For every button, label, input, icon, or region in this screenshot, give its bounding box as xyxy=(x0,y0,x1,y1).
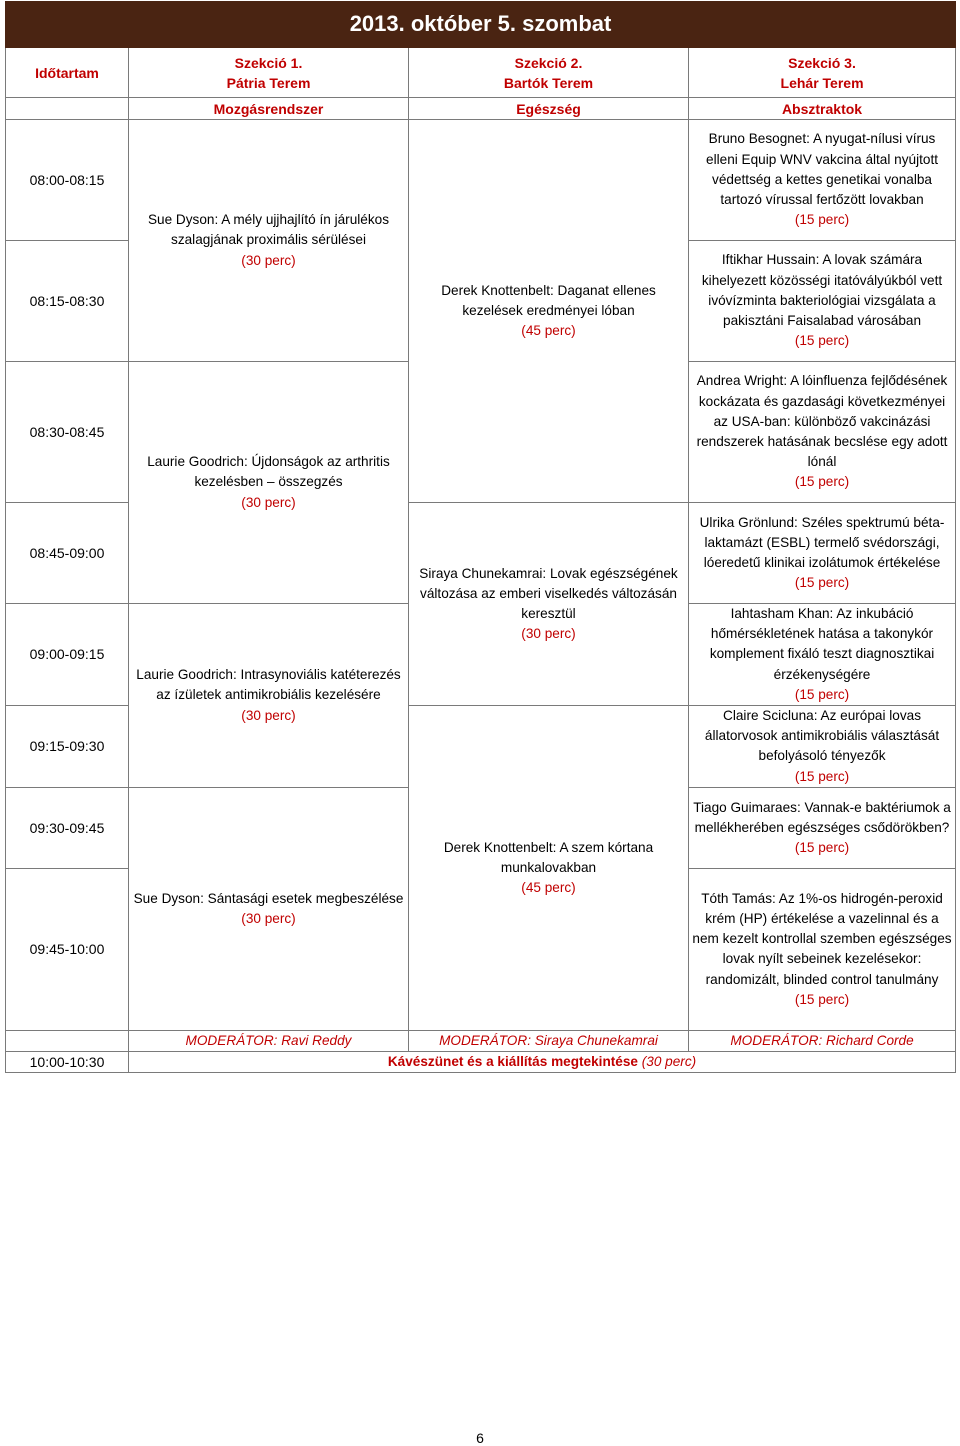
section-1-name: Szekció 1. xyxy=(234,54,303,71)
talk-title: Laurie Goodrich: Intrasynoviális katéterezés az ízületek antimikrobiális kezelésére xyxy=(136,667,401,703)
talk-duration: (30 perc) xyxy=(521,626,576,642)
abstract-title: Iahtasham Khan: Az inkubáció hőmérsékletének hatása a takonykór komplement fixáló teszt diagnosztikai érzékenységére xyxy=(709,606,935,682)
section-3-header xyxy=(689,48,956,98)
abstract-title: Bruno Besognet: A nyugat-nílusi vírus elleni Equip WNV vakcina által nyújtott védettség a kettes genetikai vonalba tartozó vírussal fertőzött lovakban xyxy=(706,131,938,208)
abstract-title: Iftikhar Hussain: A lovak számára kihelyezett közösségi itatóvályúkból vett ivóvízminta bakteriológiai vizsgálata a pakisztáni Faisalabad városában xyxy=(701,252,943,329)
moderator-section-1: MODERÁTOR: Ravi Reddy xyxy=(129,1030,409,1051)
page-number: 6 xyxy=(476,1430,484,1446)
program-table-wrapper xyxy=(5,1,955,1073)
time-slot: 08:15-08:30 xyxy=(6,241,129,362)
talk-title: Derek Knottenbelt: Daganat ellenes kezelések eredményei lóban xyxy=(441,282,656,318)
time-slot: 08:30-08:45 xyxy=(6,362,129,503)
abstract-duration: (15 perc) xyxy=(794,575,850,591)
talk-title: Laurie Goodrich: Újdonságok az arthritis kezelésben – összegzés xyxy=(147,454,390,490)
section-1-header xyxy=(129,48,409,98)
abstract-duration: (15 perc) xyxy=(794,839,850,855)
abstract-2 xyxy=(689,241,956,362)
talk-section-1 xyxy=(129,604,409,788)
topic-empty xyxy=(6,98,129,120)
talk-duration: (30 perc) xyxy=(241,494,296,510)
abstract-title: Ulrika Grönlund: Széles spektrumú béta-laktamázt (ESBL) termelő svédországi, lóeredetű klinikai izolátumok értékelése xyxy=(699,514,945,570)
abstract-3 xyxy=(689,362,956,503)
talk-section-2 xyxy=(409,503,689,706)
section-2-name: Szekció 2. xyxy=(514,54,583,71)
topic-section-1: Mozgásrendszer xyxy=(129,98,409,120)
coffee-break-text: Kávészünet és a kiállítás megtekintése xyxy=(387,1054,638,1070)
topic-section-2: Egészség xyxy=(409,98,689,120)
talk-duration: (30 perc) xyxy=(241,707,296,723)
abstract-4 xyxy=(689,503,956,604)
program-table xyxy=(5,1,956,1073)
moderator-empty xyxy=(6,1030,129,1051)
coffee-break-duration: (30 perc) xyxy=(641,1054,697,1070)
moderator-section-3: MODERÁTOR: Richard Corde xyxy=(689,1030,956,1051)
moderator-section-2: MODERÁTOR: Siraya Chunekamrai xyxy=(409,1030,689,1051)
time-slot: 09:00-09:15 xyxy=(6,604,129,706)
break-time: 10:00-10:30 xyxy=(6,1052,129,1073)
talk-section-2 xyxy=(409,120,689,503)
talk-duration: (30 perc) xyxy=(241,252,296,268)
time-slot: 08:00-08:15 xyxy=(6,120,129,241)
talk-section-2 xyxy=(409,706,689,1031)
abstract-7 xyxy=(689,787,956,868)
talk-duration: (45 perc) xyxy=(521,323,576,339)
abstract-duration: (15 perc) xyxy=(794,768,850,784)
talk-title: Derek Knottenbelt: A szem kórtana munkalovakban xyxy=(443,839,654,875)
abstract-title: Tiago Guimaraes: Vannak-e baktériumok a mellékherében egészséges csődörökben? xyxy=(693,799,951,835)
section-3-name: Szekció 3. xyxy=(788,54,856,71)
abstract-duration: (15 perc) xyxy=(794,212,850,228)
talk-section-1 xyxy=(129,362,409,604)
talk-section-1 xyxy=(129,787,409,1030)
time-slot: 09:30-09:45 xyxy=(6,787,129,868)
section-2-room: Bartók Terem xyxy=(503,74,594,91)
section-2-header xyxy=(409,48,689,98)
talk-duration: (30 perc) xyxy=(241,910,296,926)
talk-duration: (45 perc) xyxy=(521,880,576,896)
abstract-6 xyxy=(689,706,956,788)
coffee-break xyxy=(129,1052,956,1073)
time-slot: 09:15-09:30 xyxy=(6,706,129,788)
topic-section-3: Absztraktok xyxy=(689,98,956,120)
abstract-duration: (15 perc) xyxy=(794,333,850,349)
section-3-room: Lehár Terem xyxy=(780,74,864,91)
abstract-title: Claire Scicluna: Az európai lovas állatorvosok antimikrobiális választását befolyásoló tényezők xyxy=(704,708,940,764)
talk-section-1 xyxy=(129,120,409,362)
talk-title: Sue Dyson: Sántasági esetek megbeszélése xyxy=(133,890,404,906)
duration-header: Időtartam xyxy=(6,48,129,98)
abstract-duration: (15 perc) xyxy=(794,474,850,490)
abstract-1 xyxy=(689,120,956,241)
talk-title: Sue Dyson: A mély ujjhajlító ín járulékos szalagjának proximális sérülései xyxy=(147,212,390,248)
abstract-title: Tóth Tamás: Az 1%-os hidrogén-peroxid krém (HP) értékelése a vazelinnal és a nem kezelt kontrollal szemben egészséges lovak nyílt sebeinek kezelésekor: randomizált, blinded control tanulmány xyxy=(692,890,952,987)
abstract-title: Andrea Wright: A lóinfluenza fejlődésének kockázata és gazdasági következményei az USA-ban: különböző vakcinázási rendszerek hatásának becslése egy adott lónál xyxy=(696,373,948,470)
abstract-5 xyxy=(689,604,956,706)
talk-title: Siraya Chunekamrai: Lovak egészségének változása az emberi viselkedés változásán keresztül xyxy=(419,565,678,621)
abstract-8 xyxy=(689,868,956,1030)
day-title: 2013. október 5. szombat xyxy=(6,2,956,48)
time-slot: 09:45-10:00 xyxy=(6,868,129,1030)
section-1-room: Pátria Terem xyxy=(226,74,311,91)
abstract-duration: (15 perc) xyxy=(794,686,850,702)
abstract-duration: (15 perc) xyxy=(794,991,850,1007)
time-slot: 08:45-09:00 xyxy=(6,503,129,604)
